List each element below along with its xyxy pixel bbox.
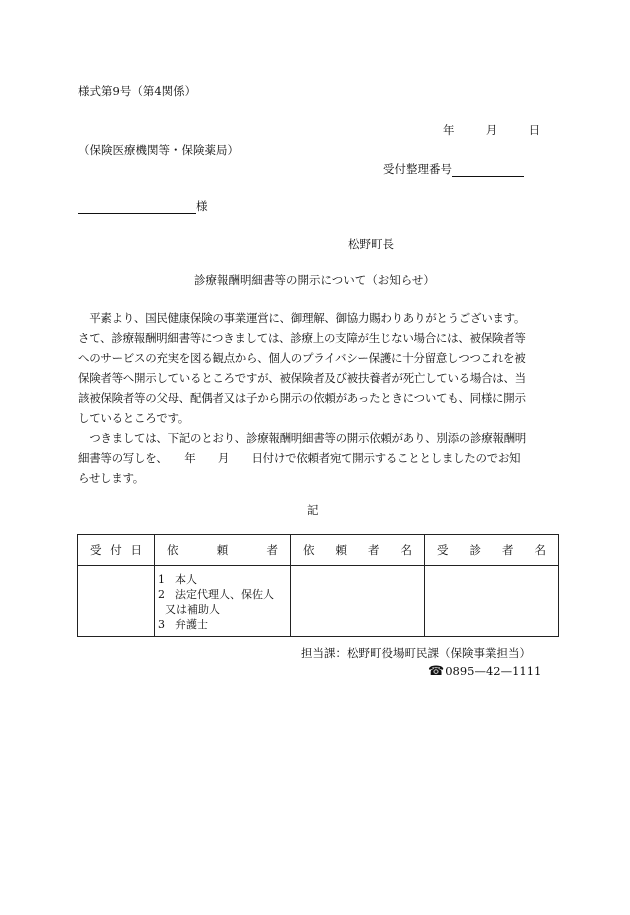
header-char: 診 [469, 543, 481, 557]
header-char: 者 [368, 543, 380, 557]
header-char: 者 [266, 543, 278, 557]
header-char: 受 [90, 543, 102, 557]
table-row [78, 566, 559, 637]
addressee-blank [78, 199, 196, 214]
header-char: 受 [437, 543, 449, 557]
phone-number: 0895—42—1111 [445, 664, 542, 678]
body-line: へのサービスの充実を図る観点から、個人のプライバシー保護に十分留意しつつこれを被 [78, 351, 526, 365]
option-text: 法定代理人、保佐人 [175, 588, 274, 601]
option-text: 弁護士 [175, 618, 208, 631]
option-item [158, 617, 290, 632]
body-line: 細書等の写しを、 年 月 日付けで依頼者宛て開示することとしましたのでお知 [78, 451, 521, 465]
option-item [158, 602, 290, 617]
body-line: つきましては、下記のとおり、診療報酬明細書等の開示依頼があり、別添の診療報酬明 [78, 431, 526, 445]
header-requester-name [291, 535, 425, 566]
header-reception-date [78, 535, 155, 566]
cell-requester-name [291, 566, 425, 637]
form-number: 様式第9号（第4関係） [78, 84, 197, 98]
cell-requester-options [155, 566, 291, 637]
contact-department: 担当課：松野町役場町民課（保険事業担当） [301, 646, 531, 660]
body-line: らせします。 [78, 471, 144, 485]
date-year-label: 年 [443, 123, 455, 137]
header-char: 頼 [335, 543, 347, 557]
option-item [158, 572, 290, 587]
body-line: 保険者等へ開示しているところですが、被保険者及び被扶養者が死亡している場合は、当 [78, 371, 526, 385]
header-char: 日 [130, 543, 142, 557]
contact-phone [428, 664, 541, 679]
option-number: 2 [158, 588, 165, 601]
receipt-number [383, 161, 524, 177]
addressee-suffix: 様 [196, 199, 208, 213]
body-line: 平素より、国民健康保険の事業運営に、御理解、御協力賜わりありがとうございます。 [78, 311, 526, 325]
body-line: さて、診療報酬明細書等につきましては、診療上の支障が生じない場合には、被保険者等 [78, 331, 526, 345]
addressee [78, 198, 208, 214]
header-char: 依 [167, 543, 179, 557]
date-day-label: 日 [528, 123, 541, 137]
table-header-row [78, 535, 559, 566]
header-char: 頼 [216, 543, 229, 557]
recipient-org: （保険医療機関等・保険薬局） [78, 143, 239, 157]
receipt-number-label: 受付整理番号 [383, 162, 452, 176]
sender: 松野町長 [348, 237, 394, 251]
option-item [158, 587, 290, 602]
body-line: しているところです。 [78, 411, 189, 425]
option-text: 本人 [175, 573, 197, 586]
receipt-number-blank [452, 162, 524, 177]
cell-patient-name [425, 566, 559, 637]
document-title: 診療報酬明細書等の開示について（お知らせ） [194, 273, 435, 287]
date-month-label: 月 [485, 123, 498, 137]
header-char: 名 [400, 543, 412, 557]
requester-options-list [155, 566, 290, 632]
header-char: 付 [110, 543, 122, 557]
request-table [77, 534, 559, 637]
date-line [443, 122, 540, 138]
body-line: 該被保険者等の父母、配偶者又は子から開示の依頼があったときについても、同様に開示 [78, 391, 526, 405]
header-char: 依 [303, 543, 315, 557]
option-number: 1 [158, 573, 165, 586]
ki-heading: 記 [307, 503, 319, 517]
option-number: 3 [158, 618, 165, 631]
option-text: 又は補助人 [165, 603, 220, 616]
cell-reception-date [78, 566, 155, 637]
header-patient-name [425, 535, 559, 566]
telephone-icon: ☎ [428, 664, 445, 679]
header-requester [155, 535, 291, 566]
header-char: 名 [534, 543, 546, 557]
header-char: 者 [502, 543, 514, 557]
